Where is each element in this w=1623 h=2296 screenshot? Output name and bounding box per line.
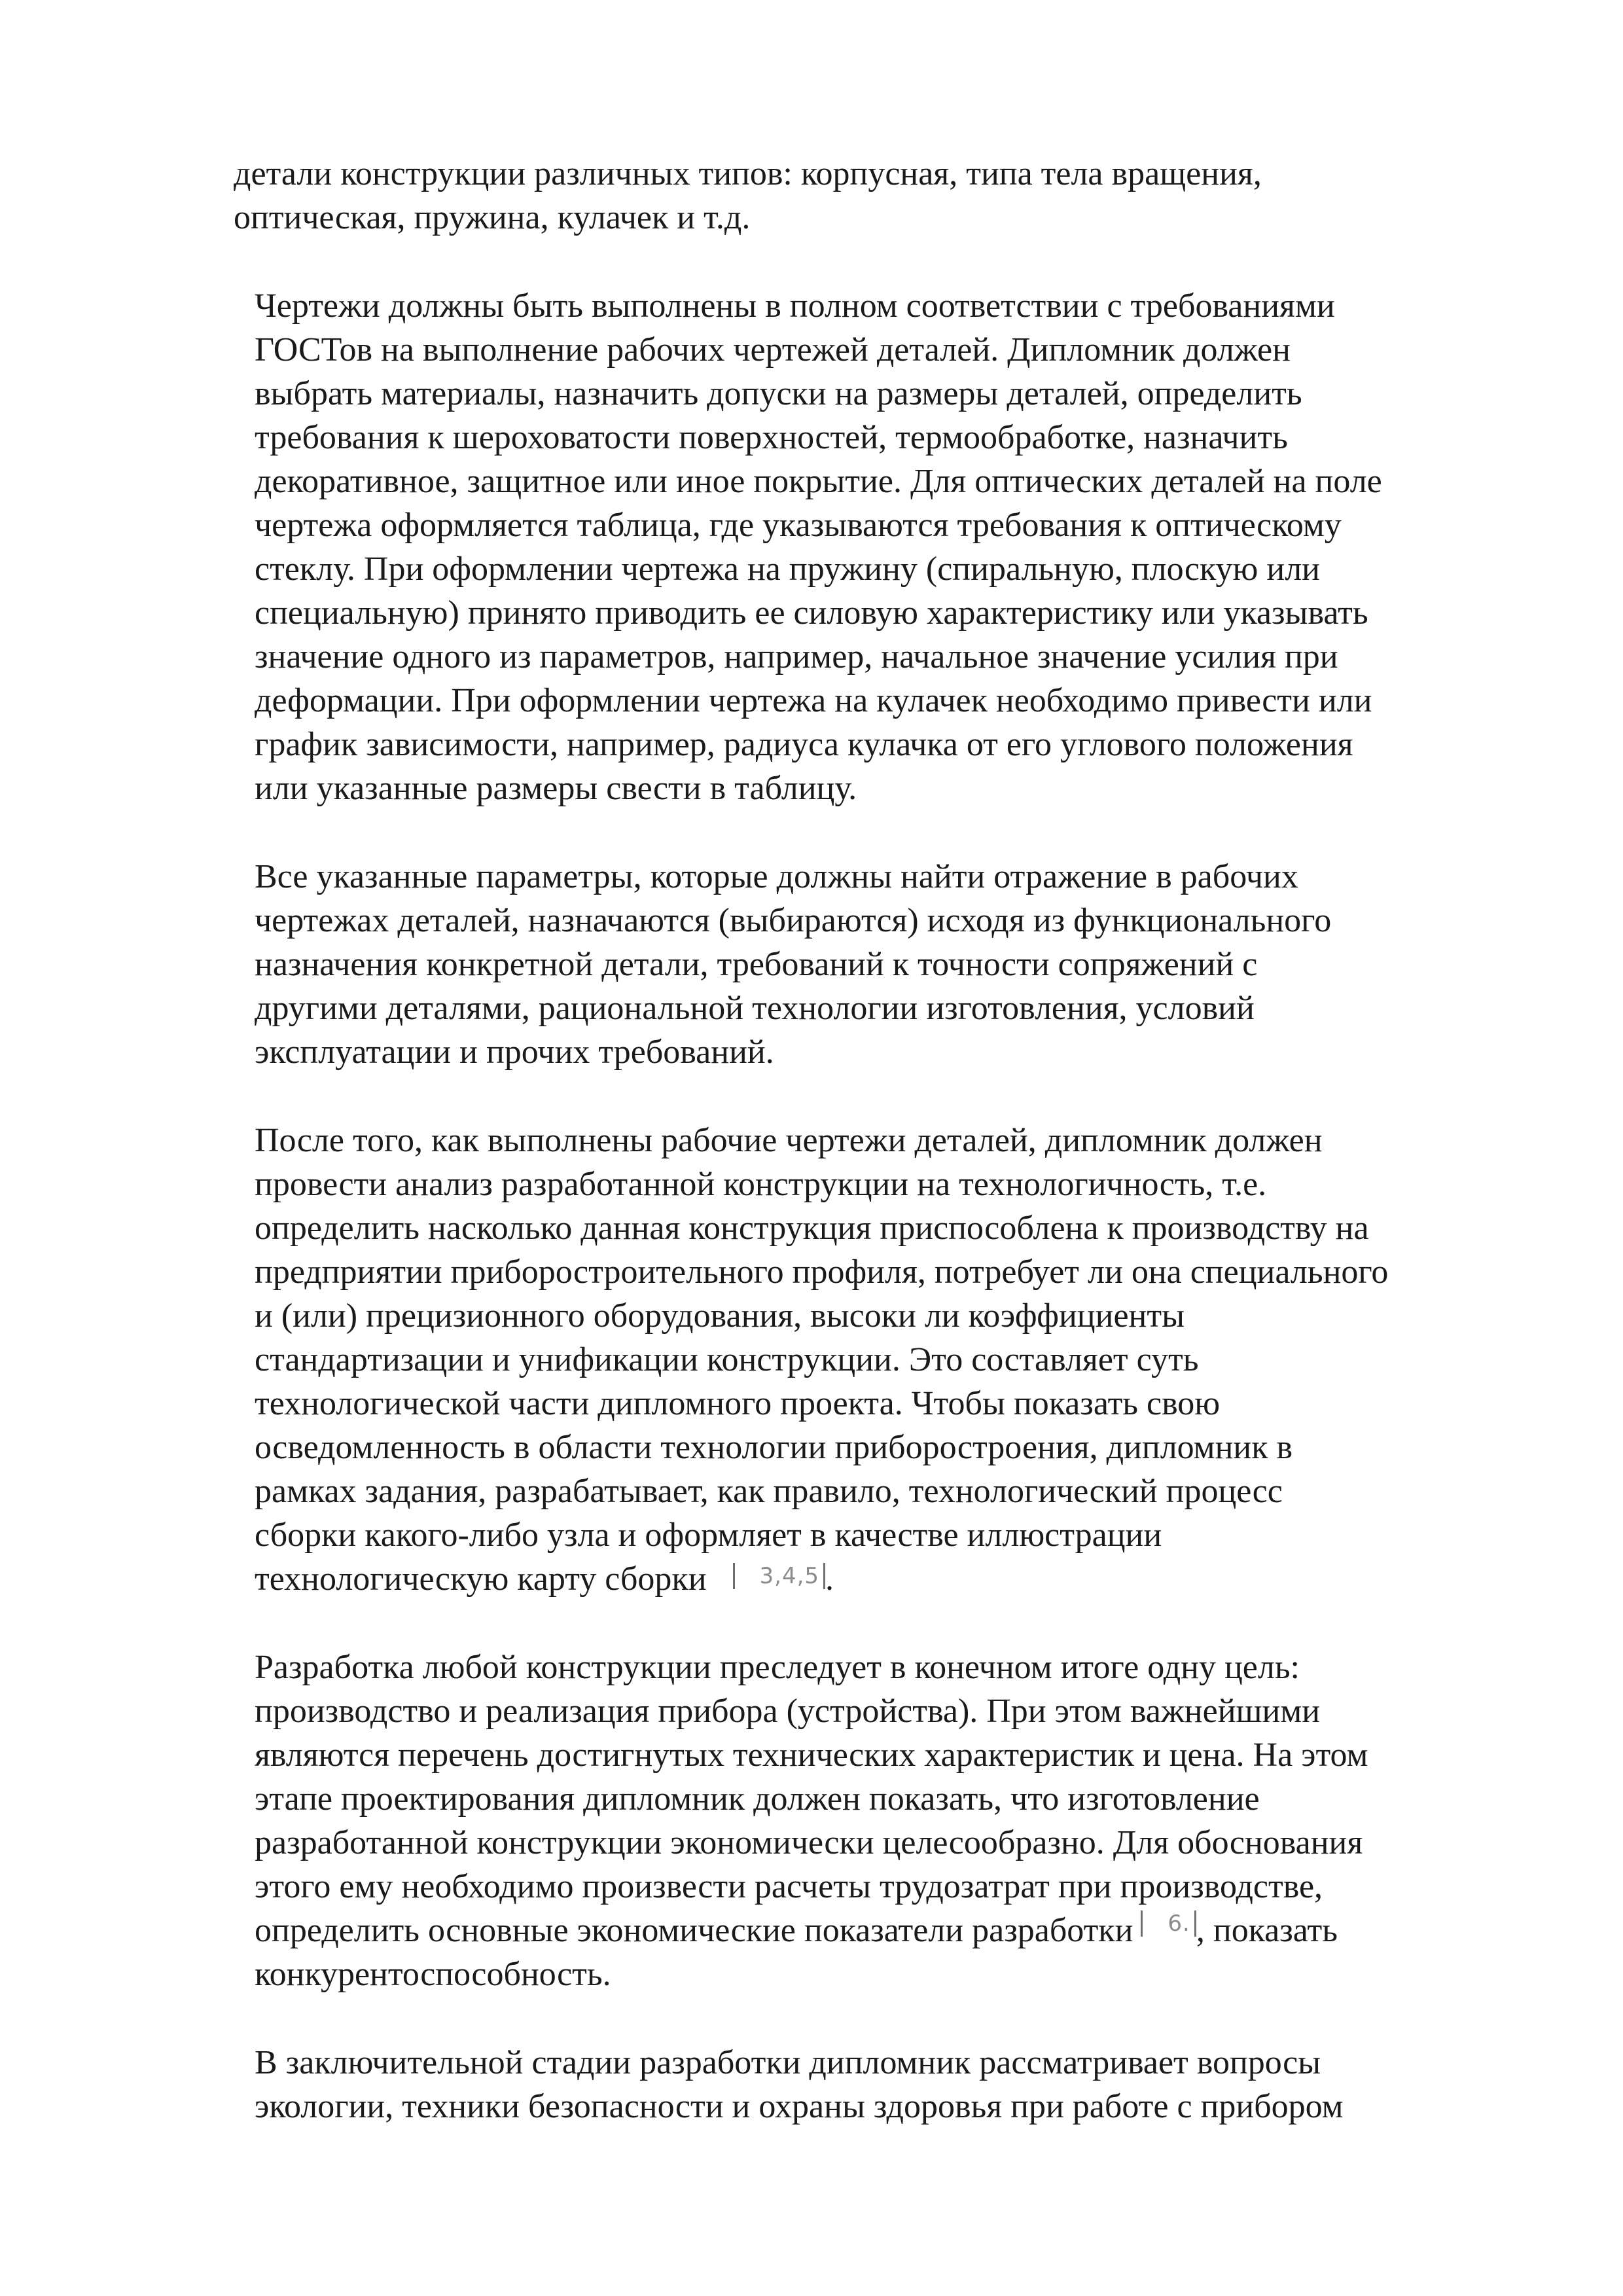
- text-line: После того, как выполнены рабочие чертежи деталей, дипломник должен: [255, 1122, 1323, 1159]
- text-line: рамках задания, разрабатывает, как правило, технологический процесс: [255, 1473, 1283, 1510]
- paragraph-5: [234, 1645, 1516, 1996]
- text-line: другими деталями, рациональной технологии изготовления, условий: [255, 990, 1255, 1027]
- text-line: чертежах деталей, назначаются (выбираются) исходя из функционального: [255, 902, 1332, 939]
- text-segment: , показать: [1196, 1912, 1338, 1949]
- text-line: конкурентоспособность.: [255, 1956, 611, 1993]
- text-line: чертежа оформляется таблица, где указываются требования к оптическому: [255, 507, 1342, 544]
- text-line: В заключительной стадии разработки дипломник рассматривает вопросы: [255, 2044, 1321, 2081]
- text-line: и (или) прецизионного оборудования, высоки ли коэффициенты: [255, 1297, 1185, 1335]
- text-line: разработанной конструкции экономически целесообразно. Для обоснования: [255, 1824, 1363, 1861]
- text-line-with-reference: [234, 1909, 1516, 1952]
- text-line: экологии, техники безопасности и охраны здоровья при работе с прибором: [255, 2088, 1344, 2125]
- text-line: осведомленность в области технологии приборостроения, дипломник в: [255, 1429, 1293, 1466]
- paragraph-3: [234, 855, 1516, 1074]
- text-line: требования к шероховатости поверхностей, термообработке, назначить: [255, 419, 1288, 456]
- text-segment: .: [825, 1560, 834, 1598]
- text-line: провести анализ разработанной конструкции на технологичность, т.е.: [255, 1166, 1267, 1203]
- paragraph-1: [234, 152, 1516, 240]
- paragraph-6: [234, 2041, 1516, 2128]
- text-line: ГОСТов на выполнение рабочих чертежей деталей. Дипломник должен: [255, 331, 1291, 368]
- text-line: стеклу. При оформлении чертежа на пружину (спиральную, плоскую или: [255, 550, 1320, 588]
- text-line: график зависимости, например, радиуса кулачка от его углового положения: [255, 726, 1353, 763]
- paragraph-2: [234, 284, 1516, 810]
- text-line: стандартизации и унификации конструкции. Это составляет суть: [255, 1341, 1199, 1378]
- text-line: или указанные размеры свести в таблицу.: [255, 770, 857, 807]
- text-segment: технологическую карту сборки: [255, 1560, 707, 1598]
- text-line: декоративное, защитное или иное покрытие. Для оптических деталей на поле: [255, 463, 1382, 500]
- text-line: детали конструкции различных типов: корпусная, типа тела вращения,: [234, 155, 1262, 192]
- text-line: производство и реализация прибора (устройства). При этом важнейшими: [255, 1693, 1321, 1730]
- text-line: выбрать материалы, назначить допуски на размеры деталей, определить: [255, 375, 1302, 412]
- text-line: являются перечень достигнутых технических характеристик и цена. На этом: [255, 1736, 1368, 1774]
- text-line: предприятии приборостроительного профиля, потребует ли она специального: [255, 1253, 1389, 1291]
- document-body: [234, 152, 1516, 2173]
- text-line: специальную) принято приводить ее силовую характеристику или указывать: [255, 594, 1368, 632]
- text-line: технологической части дипломного проекта. Чтобы показать свою: [255, 1385, 1221, 1422]
- text-line: Чертежи должны быть выполнены в полном соответствии с требованиями: [255, 287, 1335, 325]
- text-line: сборки какого-либо узла и оформляет в качестве иллюстрации: [255, 1516, 1162, 1554]
- text-line: назначения конкретной детали, требований к точности сопряжений с: [255, 946, 1258, 983]
- text-line: оптическая, пружина, кулачек и т.д.: [234, 199, 751, 236]
- text-line: Разработка любой конструкции преследует в конечном итоге одну цель:: [255, 1649, 1300, 1686]
- text-line-with-reference: [234, 1557, 1516, 1601]
- text-line: деформации. При оформлении чертежа на кулачек необходимо привести или: [255, 682, 1372, 719]
- citation-reference: 3,4,5: [733, 1563, 826, 1589]
- text-line: определить насколько данная конструкция приспособлена к производству на: [255, 1210, 1369, 1247]
- text-line: значение одного из параметров, например, начальное значение усилия при: [255, 638, 1338, 675]
- text-line: эксплуатации и прочих требований.: [255, 1033, 774, 1071]
- citation-reference: 6.: [1141, 1910, 1196, 1937]
- text-line: Все указанные параметры, которые должны найти отражение в рабочих: [255, 858, 1298, 895]
- text-line: этого ему необходимо произвести расчеты трудозатрат при производстве,: [255, 1868, 1323, 1905]
- text-segment: определить основные экономические показатели разработки: [255, 1912, 1133, 1949]
- paragraph-4: [234, 1119, 1516, 1601]
- text-line: этапе проектирования дипломник должен показать, что изготовление: [255, 1780, 1260, 1818]
